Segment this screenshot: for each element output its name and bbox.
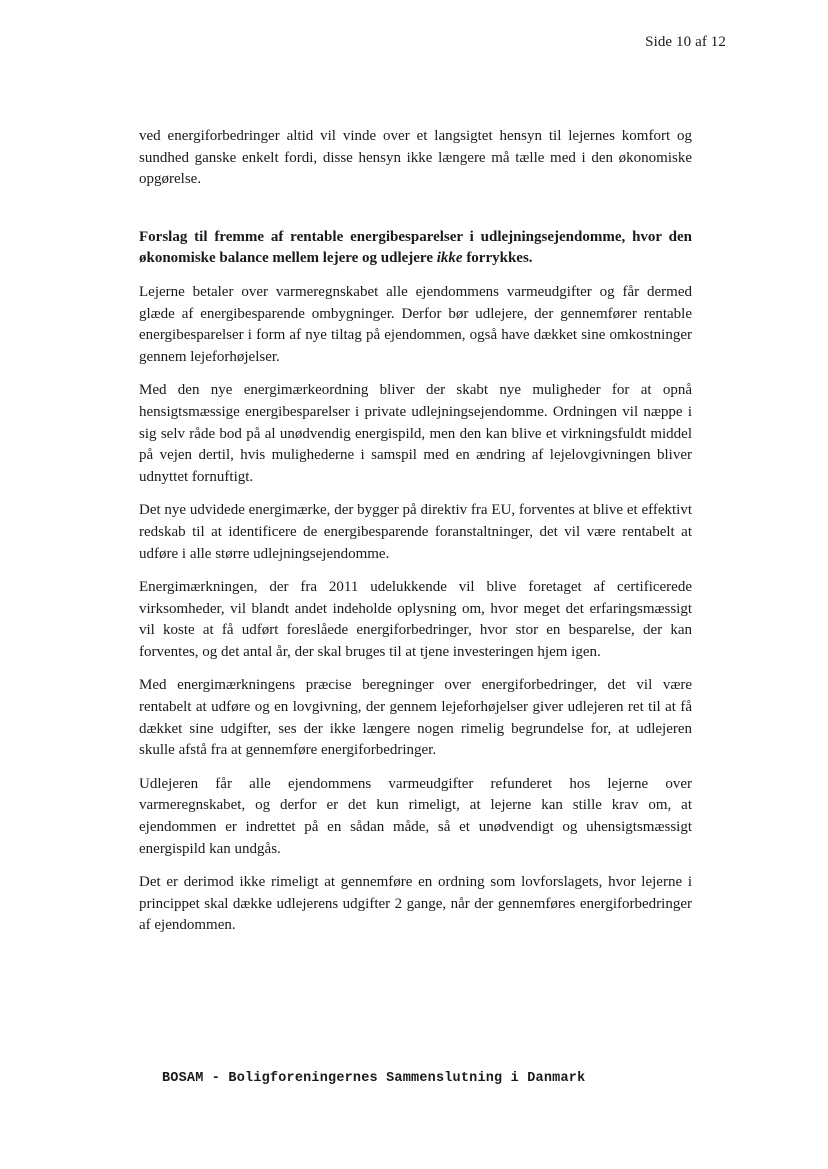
section-heading xyxy=(139,227,692,270)
paragraph-7: Det er derimod ikke rimeligt at gennemføre en ordning som lovforslagets, hvor lejerne i princippet skal dække udlejerens udgifter 2 gange, når der gennemføres energiforbedringer af ejendommen. xyxy=(139,874,692,934)
heading-italic-word: ikke xyxy=(436,250,463,267)
paragraph-1: Lejerne betaler over varmeregnskabet alle ejendommens varmeudgifter og får dermed glæde af energibesparende ombygninger. Derfor bør udlejere, der gennemfører rentable energibesparelser i form af nye tiltag på ejendommen, også have dækket sine omkostninger gennem lejeforhøjelser. xyxy=(139,283,692,365)
paragraph-5: Med energimærkningens præcise beregninger over energiforbedringer, det vil være rentabelt at udføre og en lovgivning, der gennem lejeforhøjelser giver udlejeren ret til at få dækket sine udgifter, ses der ikke længere nogen rimelig begrundelse for, at udlejeren skulle afstå fra at gennemføre energiforbedringer. xyxy=(139,677,692,759)
paragraph-3: Det nye udvidede energimærke, der bygger på direktiv fra EU, forventes at blive et effektivt redskab til at identificere de energibesparende foranstaltninger, det vil være rentabelt at udføre i alle større udlejningsejendomme. xyxy=(139,502,692,562)
paragraph-2: Med den nye energimærkeordning bliver der skabt nye muligheder for at opnå hensigtsmæssige energibesparelser i private udlejningsejendomme. Ordningen vil næppe i sig selv råde bod på al unødvendig energispild, men den kan blive et virkningsfuldt middel på vejen dertil, hvis mulighederne i samspil med en ændring af lejelovgivningen bliver udnyttet fornuftigt. xyxy=(139,382,692,485)
document-body xyxy=(139,126,692,949)
paragraph-4: Energimærkningen, der fra 2011 udelukkende vil blive foretaget af certificerede virksomheder, vil blandt andet indeholde oplysning om, hvor meget det erfaringsmæssigt vil koste at få udført foreslåede energiforbedringer, hvor stor en besparelse, der kan forventes, og det antal år, der skal bruges til at tjene investeringen hjem igen. xyxy=(139,579,692,660)
footer-organization: BOSAM - Boligforeningernes Sammenslutning i Danmark xyxy=(162,1071,586,1086)
page-number: Side 10 af 12 xyxy=(645,34,726,50)
heading-text-start: Forslag til fremme af rentable energibesparelser i udlejningsejendomme, hvor den økonomiske balance mellem lejere og udlejere xyxy=(139,228,692,267)
intro-paragraph: ved energiforbedringer altid vil vinde over et langsigtet hensyn til lejernes komfort og sundhed ganske enkelt fordi, disse hensyn ikke længere må tælle med i den økonomiske opgørelse. xyxy=(139,128,692,188)
heading-text-end: forrykkes. xyxy=(462,250,533,267)
paragraph-6: Udlejeren får alle ejendommens varmeudgifter refunderet hos lejerne over varmeregnskabet, og derfor er det kun rimeligt, at lejerne kan stille krav om, at ejendommen er indrettet på en sådan måde, så et unødvendigt og uhensigtsmæssigt energispild kan undgås. xyxy=(139,775,692,857)
